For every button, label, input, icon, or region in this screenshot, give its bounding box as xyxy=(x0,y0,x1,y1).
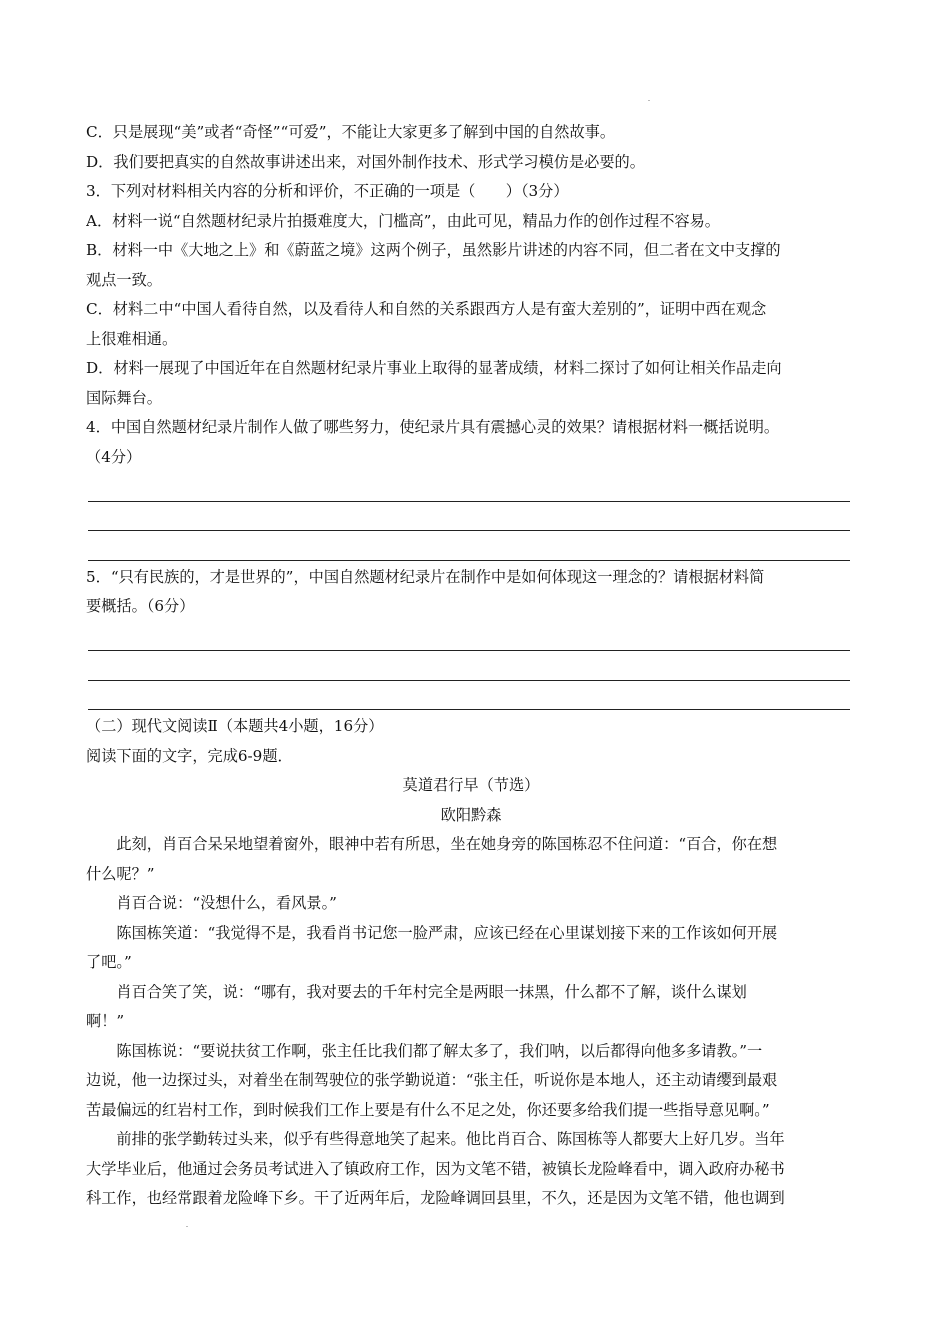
story-paragraph-5-line1: 陈国栋说：“要说扶贫工作啊，张主任比我们都了解太多了，我们呐，以后都得向他多多请教。”一 xyxy=(116,1041,763,1060)
scan-speck-bottom xyxy=(186,1226,188,1227)
q3-option-b-line2: 观点一致。 xyxy=(86,270,162,289)
q4-answer-line-1[interactable] xyxy=(88,472,850,502)
section-header: （二）现代文阅读Ⅱ（本题共4小题，16分） xyxy=(86,717,384,735)
q4-answer-line-2[interactable] xyxy=(88,502,850,532)
q3-option-c-line2: 上很难相通。 xyxy=(86,329,178,348)
q5-answer-line-3[interactable] xyxy=(88,681,850,711)
story-paragraph-2: 肖百合说：“没想什么，看风景。” xyxy=(116,894,337,912)
q5-stem-line2: 要概括。（6分） xyxy=(86,597,195,615)
q4-answer-line-3[interactable] xyxy=(88,531,850,561)
story-author: 欧阳黔森 xyxy=(440,805,502,824)
q3-option-d-line2: 国际舞台。 xyxy=(86,388,162,407)
q3-option-d-line1: D．材料一展现了中国近年在自然题材纪录片事业上取得的显著成绩，材料二探讨了如何让相关作品走向 xyxy=(86,359,782,377)
section-instruction: 阅读下面的文字，完成6-9题． xyxy=(86,746,293,765)
q2-option-d: D．我们要把真实的自然故事讲述出来，对国外制作技术、形式学习模仿是必要的。 xyxy=(86,152,645,171)
story-paragraph-6-line1: 前排的张学勤转过头来，似乎有些得意地笑了起来。他比肖百合、陈国栋等人都要大上好几岁。当年 xyxy=(116,1130,785,1148)
q2-option-c: C．只是展现“美”或者“奇怪”“可爱”，不能让大家更多了解到中国的自然故事。 xyxy=(86,123,616,141)
story-paragraph-4-line2: 啊！” xyxy=(86,1012,125,1030)
scan-speck-top xyxy=(648,100,650,101)
q5-answer-line-1[interactable] xyxy=(88,622,850,652)
story-paragraph-5-line2: 边说，他一边探过头，对着坐在制驾驶位的张学勤说道：“张主任，听说你是本地人，还主动请缨到最艰 xyxy=(86,1071,778,1089)
story-paragraph-1-line2: 什么呢？” xyxy=(86,864,155,883)
story-paragraph-1-line1: 此刻，肖百合呆呆地望着窗外，眼神中若有所思，坐在她身旁的陈国栋忍不住问道：“百合，你在想 xyxy=(116,835,778,853)
q4-stem-line2: （4分） xyxy=(86,447,142,466)
story-paragraph-5-line3: 苦最偏远的红岩村工作，到时候我们工作上要是有什么不足之处，你还要多给我们提一些指导意见啊。” xyxy=(86,1100,770,1119)
q3-option-b-line1: B．材料一中《大地之上》和《蔚蓝之境》这两个例子，虽然影片讲述的内容不同，但二者在文中支撑的 xyxy=(86,241,781,259)
story-paragraph-3-line1: 陈国栋笑道：“我觉得不是，我看肖书记您一脸严肃，应该已经在心里谋划接下来的工作该如何开展 xyxy=(116,923,778,942)
q3-stem: 3．下列对材料相关内容的分析和评价，不正确的一项是（ ）（3分） xyxy=(86,182,569,200)
q5-answer-line-2[interactable] xyxy=(88,651,850,681)
story-paragraph-3-line2: 了吧。” xyxy=(86,953,132,971)
q4-stem-line1: 4．中国自然题材纪录片制作人做了哪些努力，使纪录片具有震撼心灵的效果？请根据材料一概括说明。 xyxy=(86,418,780,436)
story-title: 莫道君行早（节选） xyxy=(402,776,540,794)
q5-stem-line1: 5．“只有民族的，才是世界的”，中国自然题材纪录片在制作中是如何体现这一理念的？请根据材料简 xyxy=(86,567,765,586)
q3-option-a: A．材料一说“自然题材纪录片拍摄难度大，门槛高”，由此可见，精品力作的创作过程不容易。 xyxy=(86,211,720,230)
story-paragraph-6-line2: 大学毕业后，他通过会务员考试进入了镇政府工作，因为文笔不错，被镇长龙险峰看中，调入政府办秘书 xyxy=(86,1159,785,1178)
exam-page xyxy=(86,118,856,1214)
story-paragraph-4-line1: 肖百合笑了笑，说：“哪有，我对要去的千年村完全是两眼一抹黑，什么都不了解，谈什么谋划 xyxy=(116,982,747,1001)
story-paragraph-6-line3: 科工作，也经常跟着龙险峰下乡。干了近两年后，龙险峰调回县里，不久，还是因为文笔不错，他也调到 xyxy=(86,1189,785,1207)
q3-option-c-line1: C．材料二中“中国人看待自然，以及看待人和自然的关系跟西方人是有蛮大差别的”，证明中西在观念 xyxy=(86,300,767,318)
